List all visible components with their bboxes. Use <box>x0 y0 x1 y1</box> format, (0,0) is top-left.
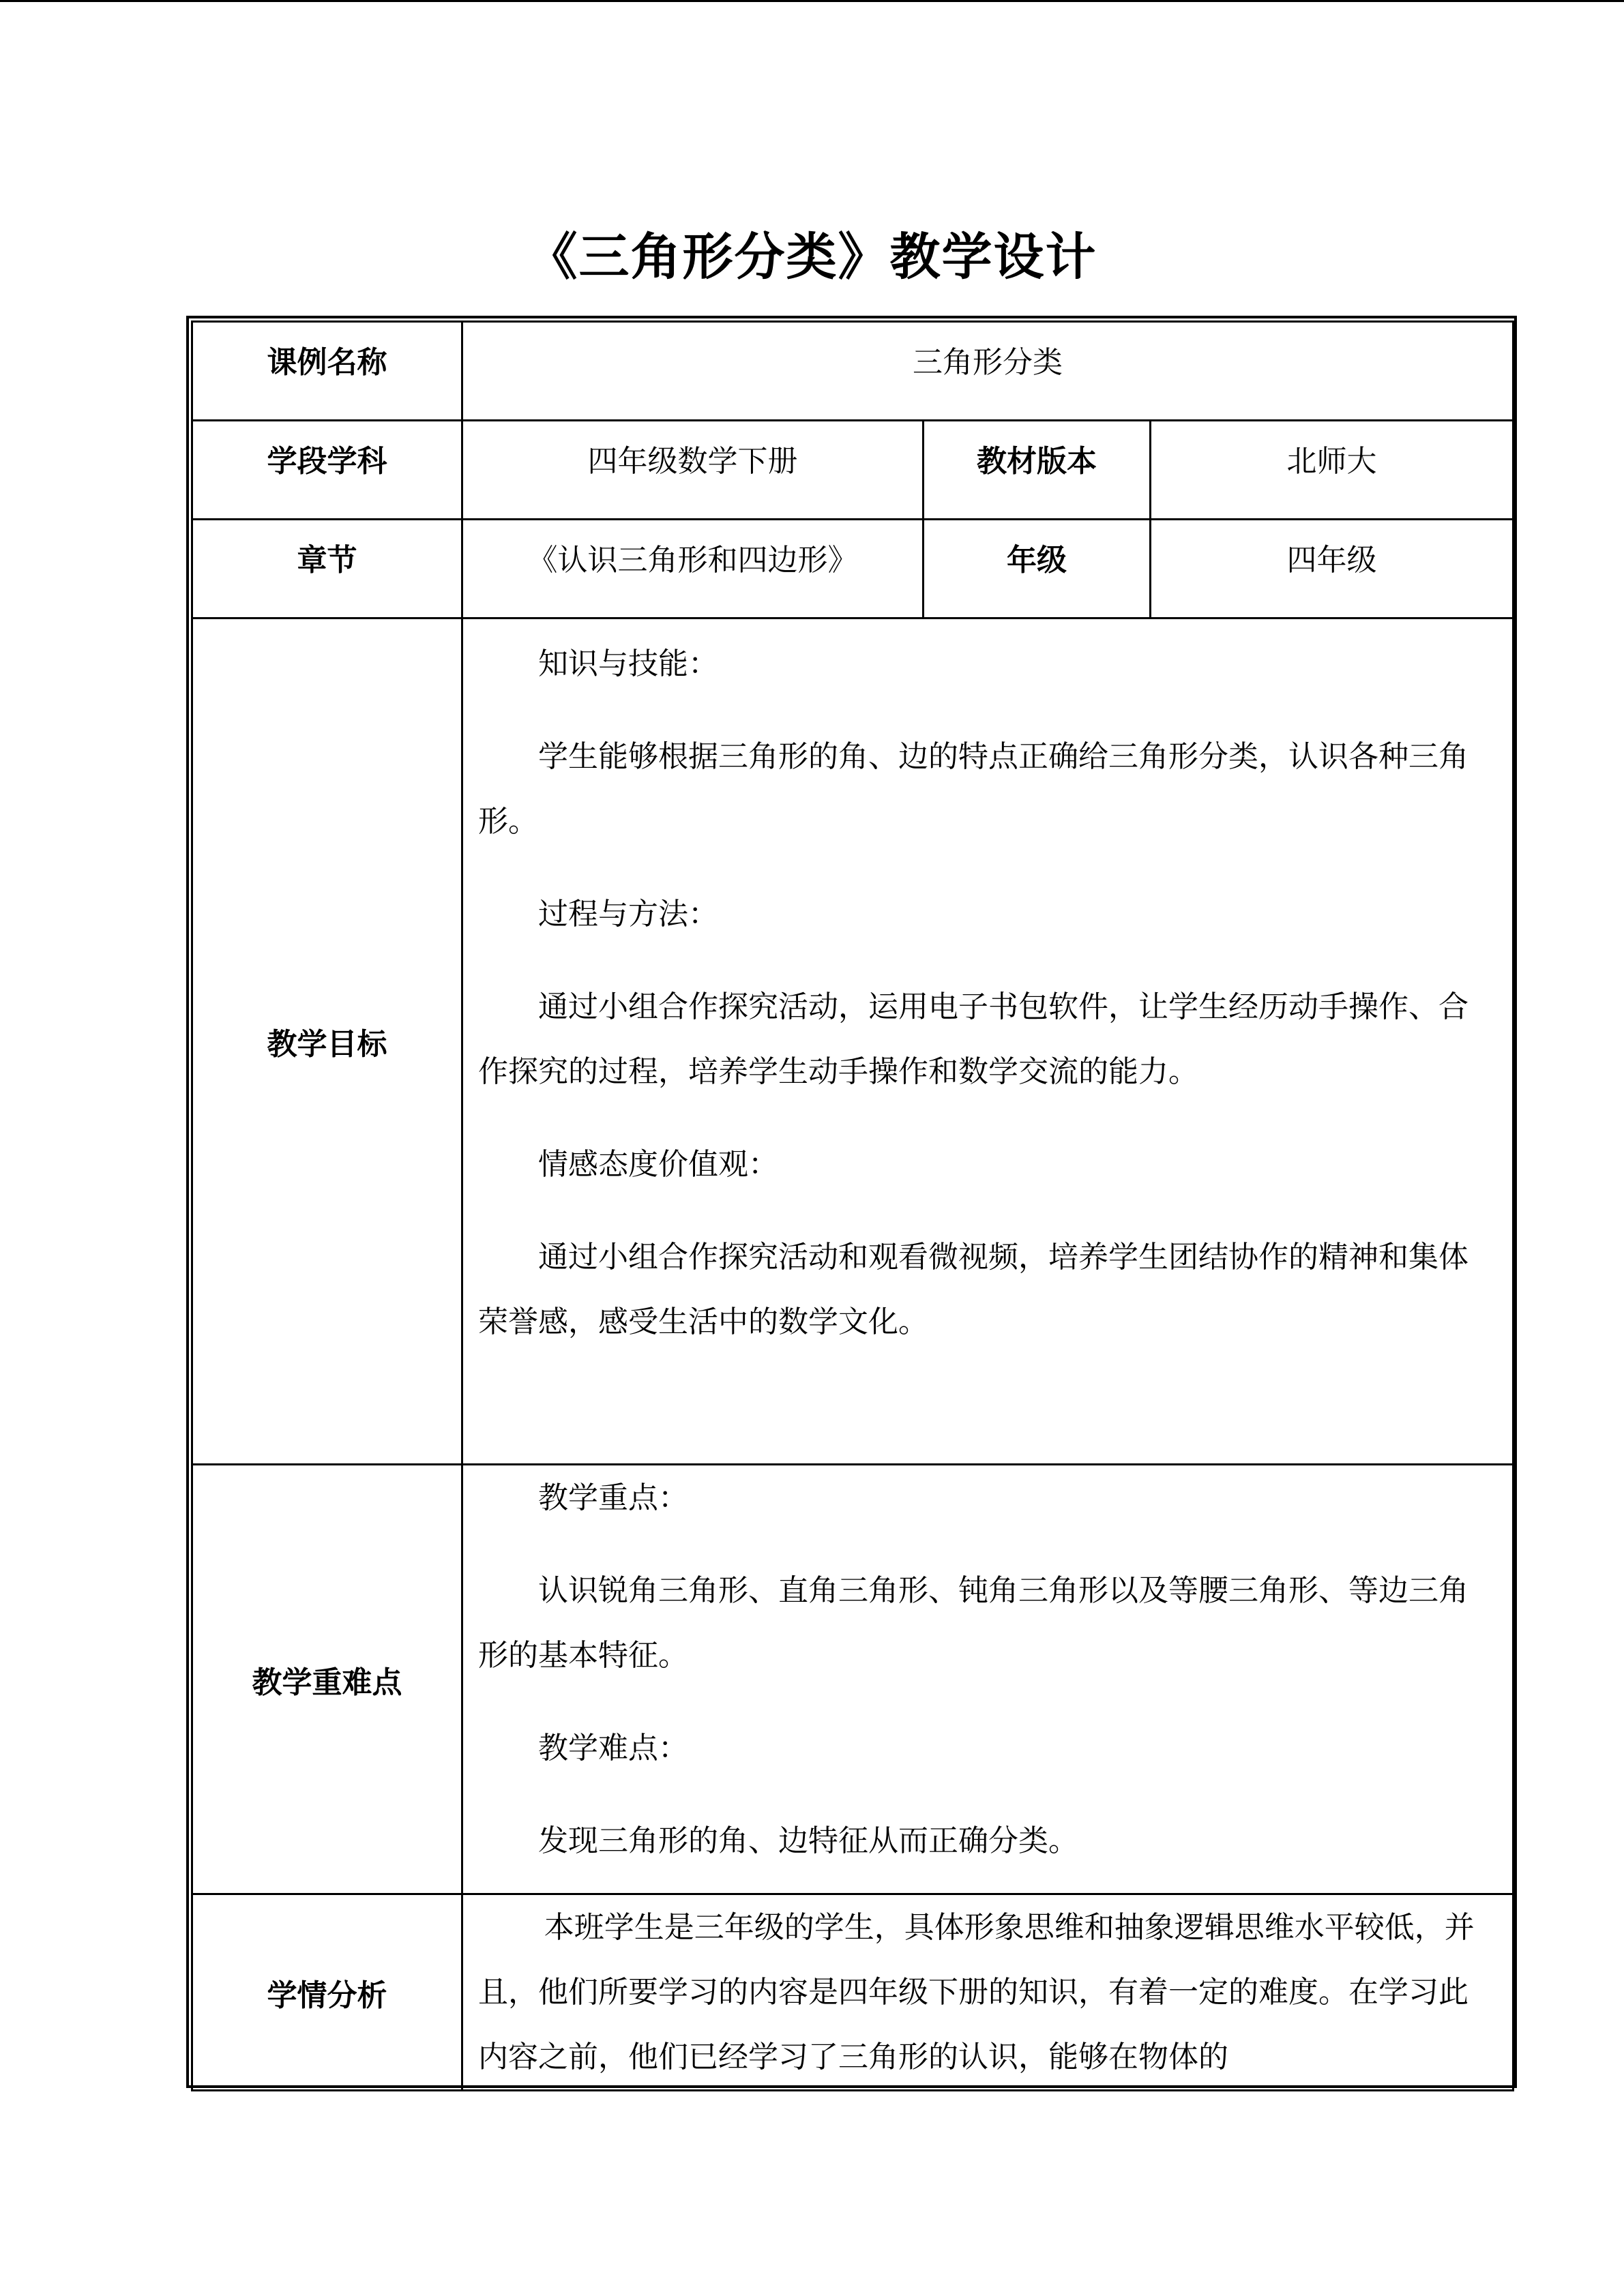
analysis-content-cell <box>462 1894 1514 2091</box>
key-points-label-cell <box>192 1465 462 1894</box>
key-points-label: 教学重难点 <box>252 1665 402 1700</box>
objectives-content-cell <box>462 618 1514 1465</box>
textbook-value: 北师大 <box>1286 444 1377 479</box>
course-name-value: 三角形分类 <box>913 345 1063 380</box>
row-analysis <box>192 1894 1514 2091</box>
key-points-paragraph: 认识锐角三角形、直角三角形、钝角三角形以及等腰三角形、等边三角形的基本特征。 <box>478 1573 1468 1673</box>
chapter-value: 《认识三角形和四边形》 <box>527 543 858 578</box>
top-border-line <box>0 0 1624 2</box>
document-title: 《三角形分类》教学设计 <box>527 228 1097 286</box>
objectives-paragraph: 过程与方法： <box>538 897 718 931</box>
row-stage-subject <box>192 421 1514 520</box>
lesson-plan-table <box>191 320 1514 2091</box>
analysis-label-cell <box>192 1894 462 2091</box>
objectives-paragraph: 学生能够根据三角形的角、边的特点正确给三角形分类，认识各种三角形。 <box>478 739 1468 839</box>
row-course-name <box>192 322 1514 421</box>
grade-label: 年级 <box>1007 543 1067 578</box>
chapter-label-cell <box>192 520 462 618</box>
textbook-value-cell <box>1151 421 1514 520</box>
objectives-paragraph: 情感态度价值观： <box>538 1147 778 1182</box>
objectives-content <box>463 619 1512 1354</box>
row-chapter <box>192 520 1514 618</box>
analysis-text: 本班学生是三年级的学生，具体形象思维和抽象逻辑思维水平较低，并且，他们所要学习的内容是四年级下册的知识，有着一定的难度。在学习此内容之前，他们已经学习了三角形的认识，能够在物体的 <box>478 1910 1475 2074</box>
objectives-paragraph: 通过小组合作探究活动和观看微视频，培养学生团结协作的精神和集体荣誉感，感受生活中的数学文化。 <box>478 1240 1468 1339</box>
key-points-content <box>463 1465 1512 1873</box>
grade-label-cell <box>924 520 1151 618</box>
row-objectives <box>192 618 1514 1465</box>
stage-subject-value: 四年级数学下册 <box>587 444 798 479</box>
key-points-paragraph: 教学难点： <box>538 1731 688 1765</box>
objectives-paragraph: 知识与技能： <box>538 646 718 681</box>
grade-value-cell <box>1151 520 1514 618</box>
textbook-label-cell <box>924 421 1151 520</box>
objectives-label-cell <box>192 618 462 1465</box>
key-points-content-cell <box>462 1465 1514 1894</box>
analysis-label: 学情分析 <box>267 1978 387 2013</box>
course-name-label-cell <box>192 322 462 421</box>
stage-subject-label-cell <box>192 421 462 520</box>
objectives-label: 教学目标 <box>267 1027 387 1062</box>
textbook-label: 教材版本 <box>977 444 1097 479</box>
chapter-value-cell <box>462 520 924 618</box>
grade-value: 四年级 <box>1286 543 1377 578</box>
chapter-label: 章节 <box>297 543 357 578</box>
key-points-paragraph: 教学重点： <box>538 1480 688 1515</box>
course-name-value-cell <box>462 322 1514 421</box>
objectives-paragraph: 通过小组合作探究活动，运用电子书包软件，让学生经历动手操作、合作探究的过程，培养学生动手操作和数学交流的能力。 <box>478 989 1468 1089</box>
stage-subject-label: 学段学科 <box>267 444 387 479</box>
key-points-paragraph: 发现三角形的角、边特征从而正确分类。 <box>538 1823 1078 1858</box>
row-key-points <box>192 1465 1514 1894</box>
course-name-label: 课例名称 <box>267 345 387 380</box>
stage-subject-value-cell <box>462 421 924 520</box>
